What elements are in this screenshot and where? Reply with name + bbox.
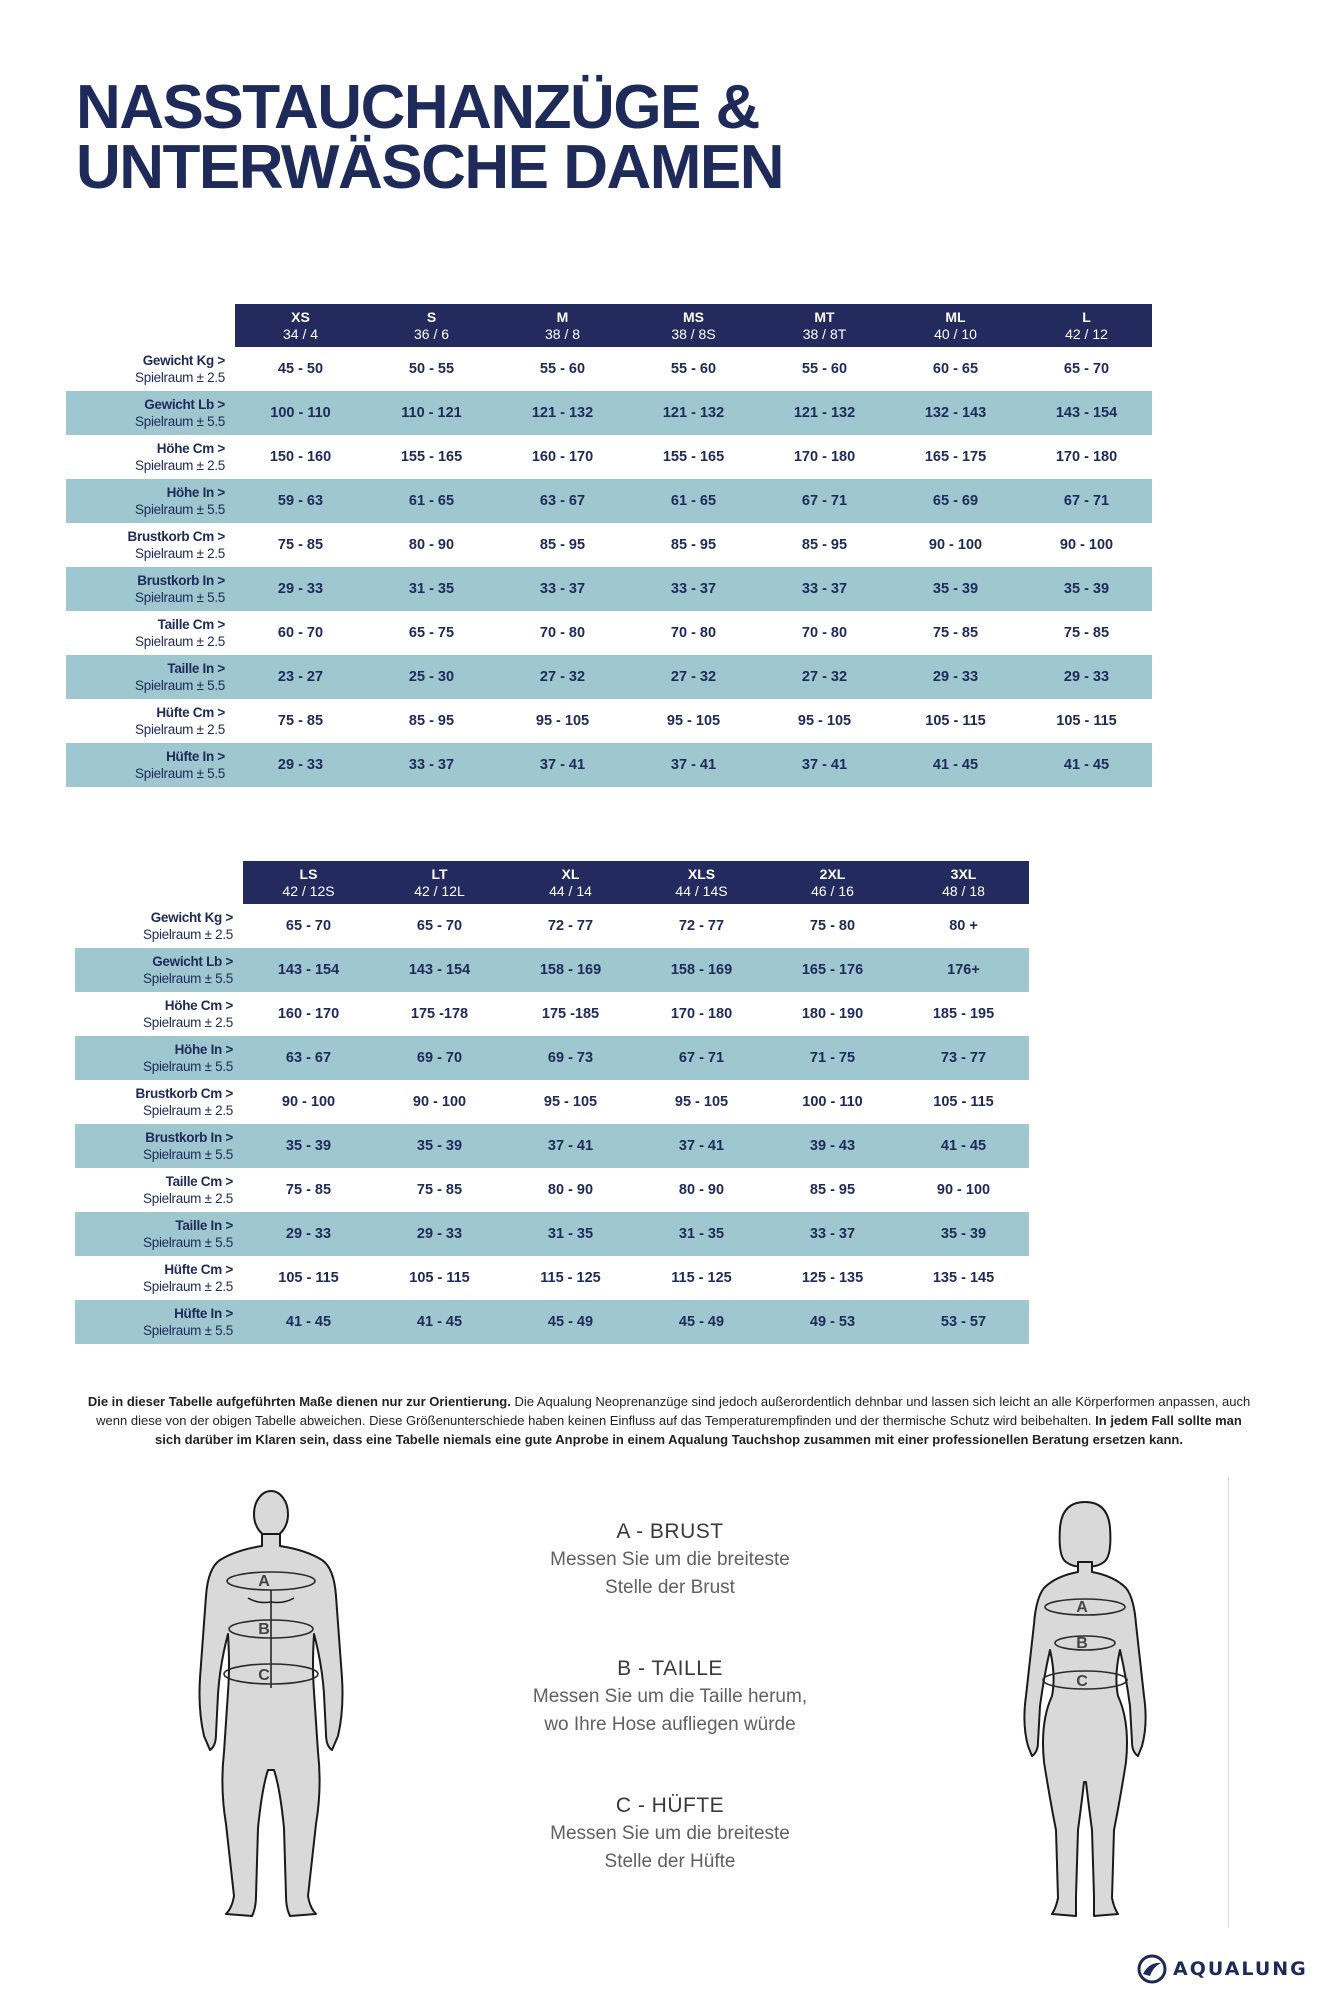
row-tolerance: Spielraum ± 2.5 [135,722,225,737]
row-label [66,347,235,391]
table-cell: 143 - 154 [243,948,374,992]
size-code: ML [945,308,966,325]
table-cell: 29 - 33 [890,655,1021,699]
row-label [75,1256,243,1300]
table-cell: 105 - 115 [933,1094,994,1110]
aqualung-logo-icon [1137,1954,1167,1984]
marker-c-female: C [1076,1673,1088,1690]
table-cell: 49 - 53 [767,1300,898,1344]
row-tolerance: Spielraum ± 2.5 [143,1103,233,1118]
row-tolerance: Spielraum ± 5.5 [135,502,225,517]
guide-heading: A - BRUST [616,1520,724,1543]
size-eu: 40 / 10 [934,325,977,342]
table-cell: 75 - 85 [1063,625,1110,641]
size-code: S [426,308,437,325]
table-cell: 60 - 65 [932,361,979,377]
guide-waist [480,1655,860,1739]
size-code: MS [683,308,704,325]
size-header [1021,304,1152,347]
table-cell: 100 - 110 [235,391,366,435]
row-measure: Gewicht Kg > [150,910,233,925]
table-cell: 105 - 115 [409,1270,470,1286]
table-cell: 67 - 71 [636,1036,767,1080]
table-cell: 41 - 45 [374,1300,505,1344]
size-header [497,304,628,347]
table-cell: 35 - 39 [374,1124,505,1168]
table-cell: 63 - 67 [243,1036,374,1080]
row-measure: Brustkorb In > [137,573,225,588]
size-code: XLS [687,865,716,882]
row-measure: Brustkorb Cm > [135,1086,233,1101]
row-measure: Hüfte Cm > [164,1262,233,1277]
row-label [75,1300,243,1344]
size-header [890,304,1021,347]
table-cell: 65 - 70 [1063,361,1110,377]
guide-text-line-2: wo Ihre Hose aufliegen würde [544,1714,796,1735]
size-code: 3XL [950,865,977,882]
table-cell: 35 - 39 [890,567,1021,611]
table-cell: 37 - 41 [628,743,759,787]
table-cell: 125 - 135 [801,1270,864,1286]
table-cell: 85 - 95 [801,537,848,553]
row-measure: Gewicht Lb > [152,954,233,969]
table-cell: 165 - 176 [767,948,898,992]
table-cell: 29 - 33 [243,1212,374,1256]
table-cell: 33 - 37 [366,743,497,787]
table-cell: 35 - 39 [898,1212,1029,1256]
table-row [66,611,1152,655]
table-cell: 69 - 73 [505,1036,636,1080]
table-cell: 121 - 132 [759,391,890,435]
table-cell: 121 - 132 [628,391,759,435]
size-header [235,304,366,347]
size-code: LT [431,865,448,882]
guide-text-line-1: Messen Sie um die Taille herum, [532,1686,808,1707]
disclaimer-bold-1: Die in dieser Tabelle aufgeführten Maße dienen nur zur Orientierung. [87,1394,511,1409]
table-cell: 75 - 85 [277,537,324,553]
size-header [243,861,374,904]
disclaimer-note [84,1392,1254,1449]
table-cell: 85 - 95 [539,537,586,553]
row-label [66,655,235,699]
size-header [898,861,1029,904]
table-row [66,699,1152,743]
table-cell: 170 - 180 [793,449,856,465]
table-cell: 41 - 45 [890,743,1021,787]
row-measure: Gewicht Lb > [144,397,225,412]
row-measure: Gewicht Kg > [142,353,225,368]
row-label [75,1080,243,1124]
table-cell: 41 - 45 [1021,743,1152,787]
table-cell: 90 - 100 [1059,537,1114,553]
disclaimer-bold-2: In jedem Fall sollte man sich darüber im Klaren sein, dass eine Tabelle niemals eine gute Anprobe in einem Aqualung Tauchshop zusammen mit einer professionellen Beratung ersetzen kann. [155,1413,1242,1447]
row-label [66,743,235,787]
row-tolerance: Spielraum ± 2.5 [143,1015,233,1030]
table-row [75,1036,1029,1080]
row-label [75,1168,243,1212]
table-cell: 100 - 110 [802,1094,863,1110]
table-row [75,904,1029,948]
table-cell: 115 - 125 [540,1270,601,1286]
table-cell: 105 - 115 [278,1270,339,1286]
table-cell: 73 - 77 [898,1036,1029,1080]
table-cell: 175 -178 [410,1006,469,1022]
size-table-body [75,904,1029,1344]
table-cell: 25 - 30 [366,655,497,699]
table-cell: 170 - 180 [670,1006,733,1022]
table-cell: 67 - 71 [759,479,890,523]
row-label [75,1212,243,1256]
table-cell: 176+ [898,948,1029,992]
table-cell: 95 - 105 [674,1094,729,1110]
table-cell: 33 - 37 [628,567,759,611]
table-cell: 90 - 100 [281,1094,336,1110]
row-tolerance: Spielraum ± 2.5 [135,370,225,385]
table-cell: 180 - 190 [801,1006,864,1022]
table-cell: 110 - 121 [366,391,497,435]
row-label [66,435,235,479]
table-cell: 160 - 170 [531,449,594,465]
header-corner [75,861,243,904]
row-label [66,699,235,743]
size-code: XS [291,308,310,325]
size-eu: 38 / 8 [544,325,581,342]
table-cell: 33 - 37 [497,567,628,611]
guide-text-line-2: Stelle der Hüfte [604,1851,736,1872]
title-line-1: NASSTAUCHANZÜGE & [76,73,759,142]
row-label [66,479,235,523]
size-header [374,861,505,904]
row-label [66,567,235,611]
guide-text-line-1: Messen Sie um die breiteste [550,1823,790,1844]
table-cell: 37 - 41 [759,743,890,787]
size-code: M [556,308,569,325]
table-cell: 160 - 170 [277,1006,340,1022]
size-header [767,861,898,904]
size-code: LS [299,865,318,882]
row-measure: Höhe In > [174,1042,233,1057]
table-cell: 90 - 100 [928,537,983,553]
marker-b-male: B [258,1621,270,1638]
title-line-2: UNTERWÄSCHE DAMEN [76,133,784,202]
size-eu: 48 / 18 [942,882,985,899]
size-header [366,304,497,347]
row-label [66,391,235,435]
table-cell: 80 + [949,918,978,934]
row-label [66,611,235,655]
header-corner [66,304,235,347]
table-cell: 29 - 33 [235,567,366,611]
row-label [66,523,235,567]
size-eu: 44 / 14 [549,882,592,899]
row-tolerance: Spielraum ± 5.5 [135,766,225,781]
row-label [75,1124,243,1168]
table-cell: 175 -185 [541,1006,600,1022]
table-row [75,948,1029,992]
table-cell: 33 - 37 [759,567,890,611]
size-eu: 42 / 12S [282,882,335,899]
row-measure: Taille Cm > [165,1174,233,1189]
table-row [75,992,1029,1036]
table-cell: 105 - 115 [925,713,986,729]
table-row [66,523,1152,567]
row-measure: Taille Cm > [157,617,225,632]
table-row [66,435,1152,479]
table-cell: 85 - 95 [670,537,717,553]
table-cell: 80 - 90 [547,1182,594,1198]
table-cell: 29 - 33 [374,1212,505,1256]
table-cell: 75 - 85 [932,625,979,641]
table-cell: 150 - 160 [269,449,332,465]
table-cell: 75 - 85 [285,1182,332,1198]
guide-hip [480,1792,860,1876]
row-tolerance: Spielraum ± 2.5 [143,927,233,942]
table-cell: 33 - 37 [767,1212,898,1256]
table-cell: 121 - 132 [497,391,628,435]
table-cell: 50 - 55 [408,361,455,377]
table-row [66,347,1152,391]
table-cell: 27 - 32 [628,655,759,699]
table-cell: 65 - 69 [890,479,1021,523]
table-cell: 71 - 75 [767,1036,898,1080]
table-row [66,391,1152,435]
size-table-2 [75,861,1029,1344]
table-cell: 158 - 169 [505,948,636,992]
table-cell: 185 - 195 [932,1006,995,1022]
row-measure: Höhe Cm > [156,441,225,456]
table-cell: 45 - 50 [277,361,324,377]
row-tolerance: Spielraum ± 5.5 [135,590,225,605]
page-title [76,73,784,202]
row-label [75,904,243,948]
table-cell: 85 - 95 [809,1182,856,1198]
table-cell: 45 - 49 [505,1300,636,1344]
table-cell: 29 - 33 [235,743,366,787]
table-cell: 60 - 70 [277,625,324,641]
table-cell: 37 - 41 [636,1124,767,1168]
table-cell: 90 - 100 [936,1182,991,1198]
size-code: 2XL [819,865,846,882]
table-cell: 75 - 85 [277,713,324,729]
size-eu: 34 / 4 [282,325,319,342]
table-cell: 29 - 33 [1021,655,1152,699]
guide-text-line-1: Messen Sie um die breiteste [550,1549,790,1570]
size-header [505,861,636,904]
guide-chest [480,1518,860,1602]
table-cell: 27 - 32 [759,655,890,699]
size-header-row [66,304,1152,347]
table-cell: 65 - 75 [408,625,455,641]
table-cell: 105 - 115 [1056,713,1117,729]
table-cell: 143 - 154 [1021,391,1152,435]
male-body-outline-icon [196,1488,346,1924]
size-table-1 [66,304,1152,787]
table-cell: 41 - 45 [898,1124,1029,1168]
table-row [75,1124,1029,1168]
guide-heading: B - TAILLE [617,1657,723,1680]
table-cell: 37 - 41 [497,743,628,787]
row-label [75,992,243,1036]
table-cell: 55 - 60 [539,361,586,377]
row-tolerance: Spielraum ± 5.5 [143,1059,233,1074]
brand-name: AQUALUNG [1173,1958,1308,1980]
row-label [75,948,243,992]
divider-line [1228,1478,1229,1928]
guide-heading: C - HÜFTE [615,1794,725,1817]
table-cell: 90 - 100 [412,1094,467,1110]
row-measure: Hüfte Cm > [156,705,225,720]
size-header [759,304,890,347]
table-cell: 61 - 65 [366,479,497,523]
table-cell: 27 - 32 [497,655,628,699]
row-tolerance: Spielraum ± 5.5 [143,971,233,986]
marker-a-male: A [258,1573,270,1590]
table-cell: 135 - 145 [932,1270,995,1286]
table-cell: 37 - 41 [505,1124,636,1168]
table-cell: 39 - 43 [767,1124,898,1168]
table-cell: 70 - 80 [670,625,717,641]
table-cell: 61 - 65 [628,479,759,523]
table-cell: 95 - 105 [666,713,721,729]
disclaimer-text: Die Aqualung Neoprenanzüge sind jedoch außerordentlich dehnbar und lassen sich leicht an alle Körperformen anpassen, auch wenn diese von der obigen Tabelle abweichen. Diese Größenunterschiede haben keinen Einfluss auf das Temperaturempfinden und der thermische Schutz wird beibehalten. [96,1394,1251,1428]
table-row [75,1168,1029,1212]
size-table-body [66,347,1152,787]
table-cell: 155 - 165 [400,449,463,465]
row-measure: Höhe Cm > [164,998,233,1013]
table-cell: 41 - 45 [243,1300,374,1344]
table-cell: 70 - 80 [539,625,586,641]
row-tolerance: Spielraum ± 5.5 [135,414,225,429]
row-measure: Brustkorb In > [145,1130,233,1145]
table-row [75,1080,1029,1124]
size-header [636,861,767,904]
size-eu: 38 / 8S [671,325,716,342]
guide-text-line-2: Stelle der Brust [605,1577,735,1598]
size-code: MT [814,308,835,325]
table-cell: 155 - 165 [662,449,725,465]
table-cell: 72 - 77 [547,918,594,934]
size-eu: 36 / 6 [413,325,450,342]
table-cell: 69 - 70 [374,1036,505,1080]
row-measure: Taille In > [175,1218,233,1233]
row-tolerance: Spielraum ± 2.5 [135,634,225,649]
table-row [66,479,1152,523]
table-cell: 165 - 175 [924,449,987,465]
table-cell: 95 - 105 [535,713,590,729]
row-label [75,1036,243,1080]
size-header-row [75,861,1029,904]
row-tolerance: Spielraum ± 2.5 [143,1279,233,1294]
table-cell: 31 - 35 [505,1212,636,1256]
row-tolerance: Spielraum ± 2.5 [143,1191,233,1206]
table-cell: 59 - 63 [235,479,366,523]
table-cell: 72 - 77 [678,918,725,934]
size-eu: 38 / 8T [802,325,847,342]
row-measure: Hüfte In > [166,749,225,764]
row-measure: Taille In > [167,661,225,676]
size-eu: 42 / 12 [1065,325,1108,342]
table-cell: 132 - 143 [890,391,1021,435]
size-eu: 46 / 16 [811,882,854,899]
size-header [628,304,759,347]
row-measure: Höhe In > [166,485,225,500]
table-cell: 115 - 125 [671,1270,732,1286]
table-cell: 55 - 60 [801,361,848,377]
table-row [75,1212,1029,1256]
row-tolerance: Spielraum ± 5.5 [143,1323,233,1338]
row-tolerance: Spielraum ± 2.5 [135,546,225,561]
table-cell: 67 - 71 [1021,479,1152,523]
table-cell: 35 - 39 [1021,567,1152,611]
size-code: XL [561,865,580,882]
table-cell: 31 - 35 [636,1212,767,1256]
female-body-outline-icon [1010,1500,1160,1920]
table-cell: 23 - 27 [235,655,366,699]
table-cell: 85 - 95 [408,713,455,729]
table-cell: 55 - 60 [670,361,717,377]
size-code: L [1082,308,1091,325]
marker-c-male: C [258,1667,270,1684]
table-cell: 80 - 90 [408,537,455,553]
table-row [66,567,1152,611]
table-row [75,1256,1029,1300]
table-cell: 143 - 154 [374,948,505,992]
table-cell: 95 - 105 [543,1094,598,1110]
marker-b-female: B [1076,1635,1088,1652]
table-row [66,655,1152,699]
marker-a-female: A [1076,1599,1088,1616]
table-cell: 65 - 70 [285,918,332,934]
row-tolerance: Spielraum ± 5.5 [143,1147,233,1162]
size-eu: 42 / 12L [414,882,465,899]
row-measure: Brustkorb Cm > [127,529,225,544]
table-cell: 63 - 67 [497,479,628,523]
table-cell: 53 - 57 [898,1300,1029,1344]
row-tolerance: Spielraum ± 2.5 [135,458,225,473]
table-cell: 95 - 105 [797,713,852,729]
table-cell: 45 - 49 [636,1300,767,1344]
table-cell: 158 - 169 [636,948,767,992]
table-cell: 65 - 70 [416,918,463,934]
row-measure: Hüfte In > [174,1306,233,1321]
table-cell: 75 - 85 [416,1182,463,1198]
aqualung-logo [1137,1954,1308,1984]
size-eu: 44 / 14S [675,882,728,899]
table-cell: 75 - 80 [809,918,856,934]
table-row [75,1300,1029,1344]
row-tolerance: Spielraum ± 5.5 [143,1235,233,1250]
table-cell: 170 - 180 [1055,449,1118,465]
table-cell: 31 - 35 [366,567,497,611]
row-tolerance: Spielraum ± 5.5 [135,678,225,693]
table-cell: 35 - 39 [243,1124,374,1168]
table-row [66,743,1152,787]
table-cell: 80 - 90 [678,1182,725,1198]
table-cell: 70 - 80 [801,625,848,641]
